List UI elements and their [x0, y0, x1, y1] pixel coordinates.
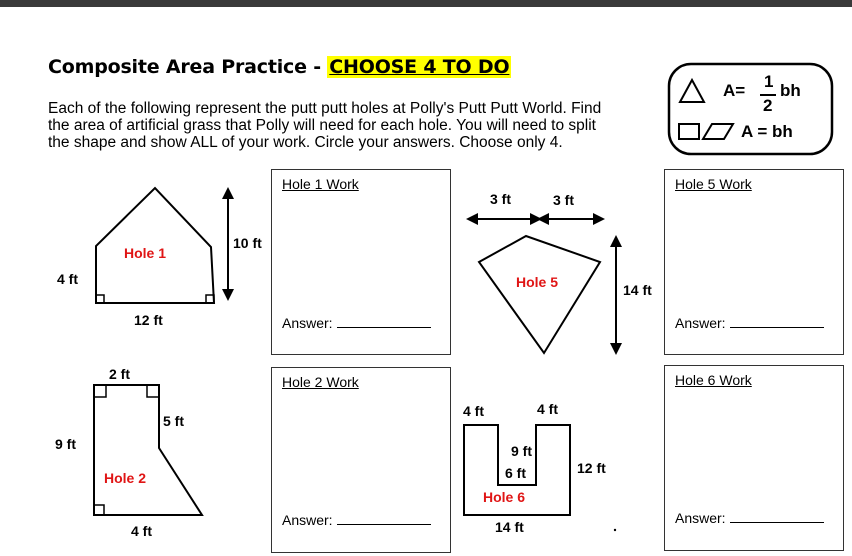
instructions-line-1: Each of the following represent the putt putt holes at Polly's Putt Putt World. Find — [48, 100, 602, 117]
hole-1-work-box[interactable] — [271, 169, 451, 355]
answer-field[interactable] — [675, 315, 824, 331]
triangle-formula-prefix: A= — [723, 81, 746, 100]
hole-2-top-dimension: 2 ft — [109, 366, 130, 382]
hole-2-left-dimension: 9 ft — [55, 436, 76, 452]
fraction-numerator: 1 — [764, 72, 774, 91]
hole-1-left-dimension: 4 ft — [57, 271, 78, 287]
answer-label: Answer: — [675, 315, 726, 331]
hole-6-work-box[interactable] — [664, 365, 844, 551]
hole-6-right-dimension: 12 ft — [577, 460, 606, 476]
right-angle-marker — [96, 295, 104, 303]
hole-6-inner-height-dimension: 9 ft — [511, 443, 532, 459]
top-bar — [0, 0, 852, 7]
hole-6-label: Hole 6 — [483, 489, 526, 505]
title-text: Composite Area Practice - — [48, 56, 328, 78]
triangle-icon — [680, 80, 704, 102]
instructions-line-2: the area of artificial grass that Polly will need for each hole. You will need to split — [48, 117, 596, 134]
rectangle-icon — [679, 124, 699, 139]
hole-2-label: Hole 2 — [104, 470, 147, 486]
hole-5-top-right-dimension: 3 ft — [553, 192, 574, 208]
fraction-denominator: 2 — [763, 96, 773, 115]
answer-line[interactable] — [730, 315, 824, 328]
answer-label: Answer: — [282, 512, 333, 528]
answer-field[interactable] — [282, 315, 431, 331]
hole-2-side-dimension: 5 ft — [163, 413, 184, 429]
answer-field[interactable] — [675, 510, 824, 526]
hole-6-top-right-dimension: 4 ft — [537, 401, 558, 417]
work-box-title: Hole 1 Work — [282, 176, 359, 192]
parallelogram-icon — [703, 124, 733, 139]
hole-6-inner-width-dimension: 6 ft — [505, 465, 526, 481]
hole-5-work-box[interactable] — [664, 169, 844, 355]
instructions-line-3: the shape and show ALL of your work. Circle your answers. Choose only 4. — [48, 134, 563, 151]
hole-5-height-dimension: 14 ft — [623, 282, 652, 298]
hole-1-label: Hole 1 — [124, 245, 167, 261]
right-angle-marker — [94, 505, 104, 515]
title-highlight: CHOOSE 4 TO DO — [329, 56, 510, 78]
page-title — [48, 56, 511, 78]
stray-dot — [614, 529, 616, 531]
answer-line[interactable] — [337, 315, 431, 328]
answer-label: Answer: — [282, 315, 333, 331]
work-box-title: Hole 2 Work — [282, 374, 359, 390]
right-angle-marker — [94, 385, 106, 397]
hole-2-work-box[interactable] — [271, 367, 451, 553]
hole-2-bottom-dimension: 4 ft — [131, 523, 152, 539]
hole-1-bottom-dimension: 12 ft — [134, 312, 163, 328]
hole-6-bottom-dimension: 14 ft — [495, 519, 524, 535]
work-box-title: Hole 5 Work — [675, 176, 752, 192]
rect-formula: A = bh — [741, 122, 793, 141]
hole-2-shape — [94, 385, 202, 515]
right-angle-marker — [206, 295, 214, 303]
hole-1-height-dimension: 10 ft — [233, 235, 262, 251]
answer-label: Answer: — [675, 510, 726, 526]
instructions — [48, 100, 663, 151]
answer-field[interactable] — [282, 512, 431, 528]
right-angle-marker — [147, 385, 159, 397]
hole-5-label: Hole 5 — [516, 274, 559, 290]
answer-line[interactable] — [337, 512, 431, 525]
hole-6-top-left-dimension: 4 ft — [463, 403, 484, 419]
triangle-formula-suffix: bh — [780, 81, 801, 100]
hole-5-top-left-dimension: 3 ft — [490, 191, 511, 207]
work-box-title: Hole 6 Work — [675, 372, 752, 388]
answer-line[interactable] — [730, 510, 824, 523]
